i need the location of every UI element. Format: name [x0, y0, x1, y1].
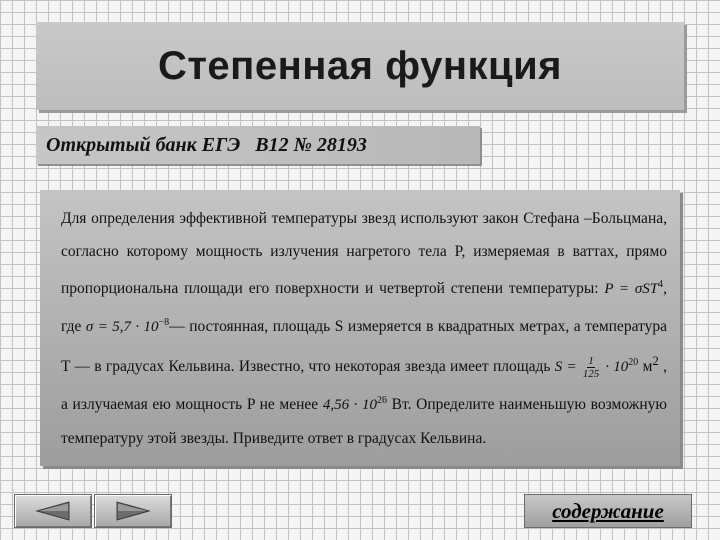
problem-text-part: — постоянная, площадь S измеряется в квадратных метрах, а температура T — в градусах Кельвина. Известно, что некоторая звезда имеет площадь	[61, 318, 667, 376]
area-fraction	[583, 355, 600, 380]
previous-slide-button[interactable]	[14, 494, 92, 528]
area-value	[554, 355, 639, 381]
title-bar	[36, 22, 684, 110]
area-fraction-denominator: 125	[582, 368, 600, 381]
problem-text-part: , а излучаемая ею мощность P не менее	[61, 358, 668, 414]
stefan-boltzmann-formula	[604, 281, 663, 297]
slide-title: Степенная функция	[157, 43, 563, 88]
problem-text-part: , где	[61, 280, 667, 335]
arrow-right-icon	[113, 500, 153, 522]
contents-button[interactable]	[524, 494, 692, 528]
subtitle-bar	[36, 126, 480, 164]
problem-text	[61, 202, 667, 455]
area-lhs: S =	[554, 359, 581, 376]
area-exponent: 20	[628, 357, 639, 369]
problem-panel	[40, 190, 680, 466]
sigma-body: σ = 5,7 · 10	[85, 319, 159, 335]
area-fraction-numerator: 1	[588, 355, 594, 368]
next-slide-button[interactable]	[94, 494, 172, 528]
sigma-constant	[86, 319, 169, 335]
task-reference: Открытый банк ЕГЭ В12 № 28193	[46, 133, 367, 156]
problem-text-part: Вт. Определите наименьшую возможную температуру этой звезды. Приведите ответ в градусах Кельвина.	[61, 396, 668, 448]
area-unit: м	[638, 358, 653, 376]
sigma-exponent: −8	[158, 317, 170, 328]
formula-exponent: 4	[658, 279, 664, 290]
power-value	[323, 397, 387, 413]
contents-link[interactable]: содержание	[552, 498, 664, 523]
formula-body: P = σST	[604, 281, 659, 297]
area-unit-exponent: 2	[652, 353, 659, 368]
power-body: 4,56 · 10	[322, 397, 377, 414]
area-power-base: · 10	[601, 359, 629, 376]
power-exponent: 26	[376, 395, 387, 407]
arrow-left-icon	[33, 500, 73, 522]
problem-text-part: Для определения эффективной температуры звезд используют закон Стефана –Больцмана, согласно которому мощность излучения нагретого тела P, измеряемая в ваттах, прямо пропорциональна площади его поверхности и четвертой степени температуры:	[61, 210, 667, 297]
